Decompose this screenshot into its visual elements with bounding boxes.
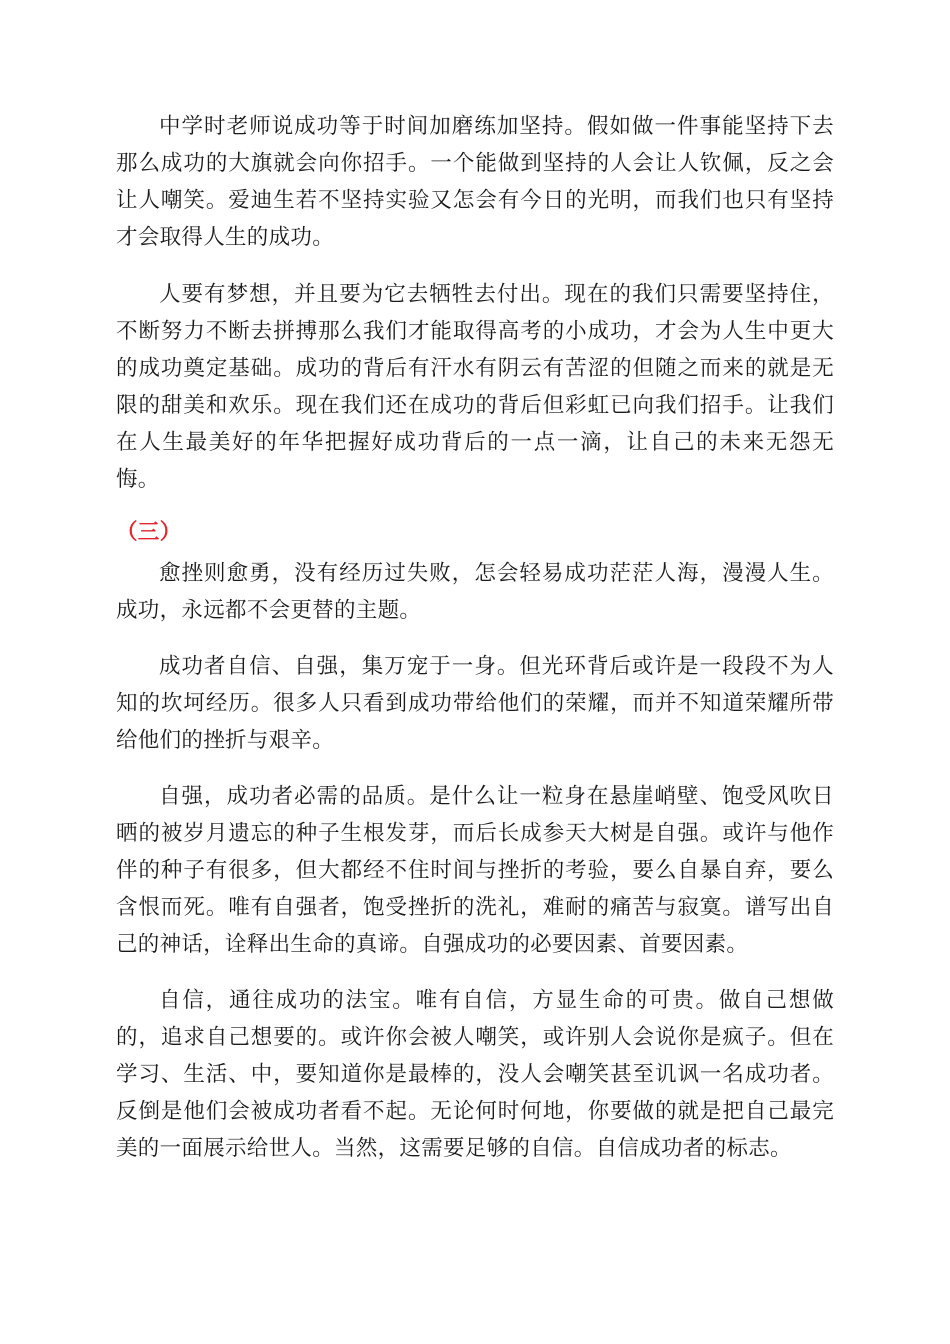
paragraph-self-strengthening: 自强，成功者必需的品质。是什么让一粒身在悬崖峭壁、饱受风吹日晒的被岁月遗忘的种子生根发芽，而后长成参天大树是自强。或许与他作伴的种子有很多，但大都经不住时间与挫折的考验，要么自暴自弃，要么含恨而死。唯有自强者，饱受挫折的洗礼，难耐的痛苦与寂寞。谱写出自己的神话，诠释出生命的真谛。自强成功的必要因素、首要因素。 — [116, 784, 834, 957]
section-heading: （三） — [116, 520, 182, 545]
paragraph-dream: 人要有梦想，并且要为它去牺牲去付出。现在的我们只需要坚持住，不断努力不断去拼搏那么我们才能取得高考的小成功，才会为人生中更大的成功奠定基础。成功的背后有汗水有阴云有苦涩的但随之而来的就是无限的甜美和欢乐。现在我们还在成功的背后但彩虹已向我们招手。让我们在人生最美好的年华把握好成功背后的一点一滴，让自己的未来无怨无悔。 — [116, 282, 834, 492]
document-page — [116, 108, 834, 1167]
paragraph-setback: 愈挫则愈勇，没有经历过失败，怎会轻易成功茫茫人海，漫漫人生。成功，永远都不会更替的主题。 — [116, 561, 834, 623]
paragraph-self-confidence: 自信，通往成功的法宝。唯有自信，方显生命的可贵。做自己想做的，追求自己想要的。或许你会被人嘲笑，或许别人会说你是疯子。但在学习、生活、中，要知道你是最棒的，没人会嘲笑甚至讥讽一名成功者。反倒是他们会被成功者看不起。无论何时何地，你要做的就是把自己最完美的一面展示给世人。当然，这需要足够的自信。自信成功者的标志。 — [116, 988, 834, 1161]
paragraph-confident-strong: 成功者自信、自强，集万宠于一身。但光环背后或许是一段段不为人知的坎坷经历。很多人只看到成功带给他们的荣耀，而并不知道荣耀所带给他们的挫折与艰辛。 — [116, 654, 834, 753]
paragraph-persistence: 中学时老师说成功等于时间加磨练加坚持。假如做一件事能坚持下去那么成功的大旗就会向你招手。一个能做到坚持的人会让人钦佩，反之会让人嘲笑。爱迪生若不坚持实验又怎会有今日的光明，而我们也只有坚持才会取得人生的成功。 — [116, 114, 834, 250]
